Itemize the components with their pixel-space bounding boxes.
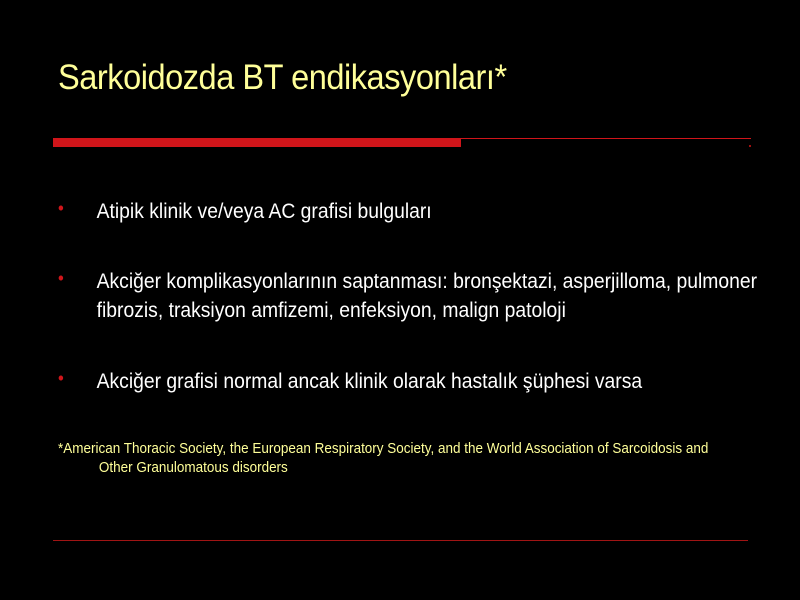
slide-title: Sarkoidozda BT endikasyonları* xyxy=(58,58,507,97)
bullet-item xyxy=(58,367,773,396)
bottom-divider xyxy=(53,540,748,541)
footnote xyxy=(58,440,774,478)
bullet-dot-icon: • xyxy=(58,198,64,218)
bullet-text: Atipik klinik ve/veya AC grafisi bulguları xyxy=(96,200,432,223)
bullet-dot-icon: • xyxy=(58,368,64,388)
bullet-dot-icon: • xyxy=(58,268,64,288)
title-underline-dot xyxy=(749,145,751,147)
footnote-line-2: Other Granulomatous disorders xyxy=(98,460,288,476)
bullet-text: Akciğer komplikasyonlarının saptanması: bronşektazi, asperjilloma, pulmoner fibrozis, traksiyon amfizemi, enfeksiyon, malign patoloji xyxy=(96,270,758,322)
title-underline-thin xyxy=(461,138,751,139)
bullet-item xyxy=(58,197,773,226)
footnote-line-1: *American Thoracic Society, the European Respiratory Society, and the World Association of Sarcoidosis and xyxy=(58,441,709,457)
title-underline-thick xyxy=(53,138,461,147)
bullet-text: Akciğer grafisi normal ancak klinik olarak hastalık şüphesi varsa xyxy=(96,370,643,393)
bullet-item xyxy=(58,267,773,325)
